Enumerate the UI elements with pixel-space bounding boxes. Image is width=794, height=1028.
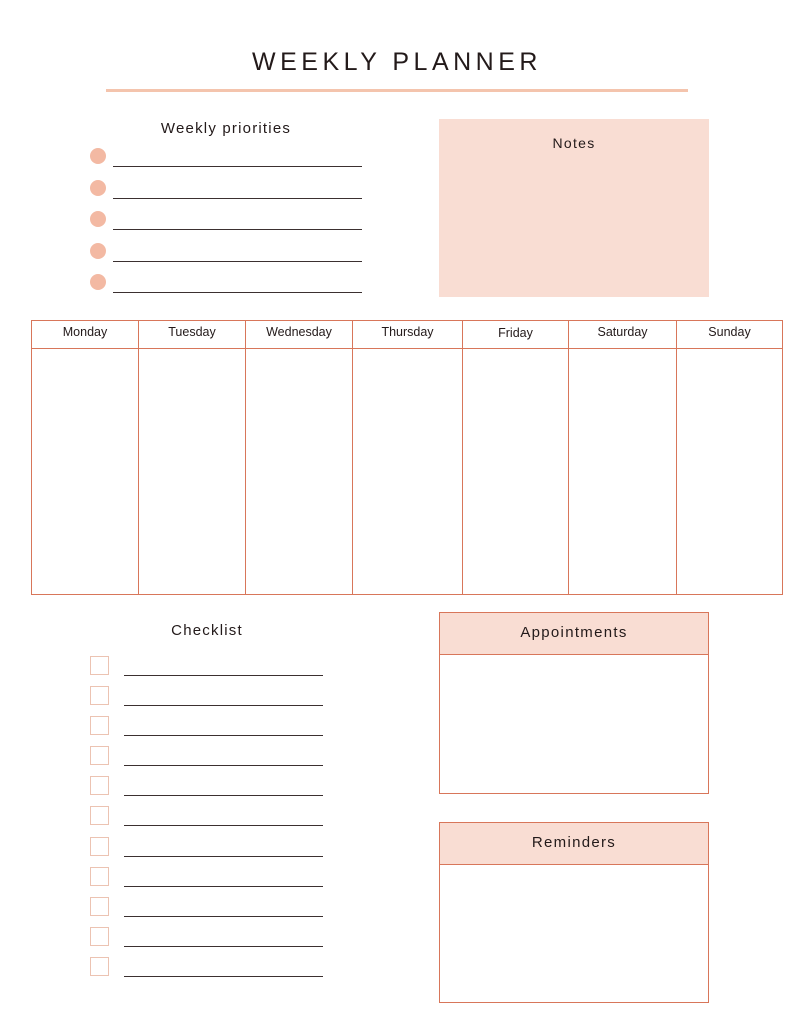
checklist-item: [89, 836, 329, 866]
checklist-line[interactable]: [124, 856, 323, 857]
day-column-sunday: [677, 321, 782, 594]
checklist-line[interactable]: [124, 735, 323, 736]
checklist-line[interactable]: [124, 825, 323, 826]
checklist-line[interactable]: [124, 976, 323, 977]
day-column-thursday: [353, 321, 463, 594]
appointments-heading: Appointments: [440, 613, 708, 655]
checkbox[interactable]: [90, 656, 109, 675]
checklist-line[interactable]: [124, 916, 323, 917]
day-column-monday: [32, 321, 139, 594]
checkbox[interactable]: [90, 927, 109, 946]
notes-heading: Notes: [552, 135, 596, 151]
day-header-saturday: Saturday: [569, 321, 676, 349]
bullet-dot-icon: [90, 274, 106, 290]
checkbox[interactable]: [90, 686, 109, 705]
day-header-monday: Monday: [32, 321, 138, 349]
checkbox[interactable]: [90, 806, 109, 825]
priority-item[interactable]: [89, 209, 364, 241]
bullet-dot-icon: [90, 243, 106, 259]
day-column-friday: [463, 321, 569, 594]
priority-line[interactable]: [113, 166, 362, 167]
checklist-line[interactable]: [124, 946, 323, 947]
checklist-heading: Checklist: [171, 622, 243, 639]
reminders-body[interactable]: [440, 865, 708, 1001]
checklist-item: [89, 866, 329, 896]
day-cell-wednesday[interactable]: [246, 349, 352, 594]
reminders-panel: [439, 822, 709, 1003]
notes-box[interactable]: [439, 119, 709, 297]
priority-item[interactable]: [89, 178, 364, 210]
day-header-tuesday: Tuesday: [139, 321, 245, 349]
day-cell-monday[interactable]: [32, 349, 138, 594]
checkbox[interactable]: [90, 776, 109, 795]
checklist-item: [89, 926, 329, 956]
checklist-item: [89, 775, 329, 805]
checklist: [89, 655, 329, 986]
day-cell-saturday[interactable]: [569, 349, 676, 594]
priority-line[interactable]: [113, 261, 362, 262]
day-column-tuesday: [139, 321, 246, 594]
day-column-wednesday: [246, 321, 353, 594]
checklist-line[interactable]: [124, 705, 323, 706]
bullet-dot-icon: [90, 180, 106, 196]
day-column-saturday: [569, 321, 677, 594]
checklist-line[interactable]: [124, 675, 323, 676]
day-header-friday: Friday: [463, 321, 568, 349]
checklist-item: [89, 655, 329, 685]
priority-line[interactable]: [113, 198, 362, 199]
appointments-panel: [439, 612, 709, 794]
day-header-sunday: Sunday: [677, 321, 782, 349]
checklist-item: [89, 805, 329, 835]
priority-line[interactable]: [113, 292, 362, 293]
checklist-item: [89, 685, 329, 715]
priority-line[interactable]: [113, 229, 362, 230]
priorities-list: [89, 146, 364, 304]
page-title: WEEKLY PLANNER: [252, 48, 542, 76]
day-header-wednesday: Wednesday: [246, 321, 352, 349]
week-table: [31, 320, 783, 595]
checkbox[interactable]: [90, 746, 109, 765]
checkbox[interactable]: [90, 867, 109, 886]
priority-item[interactable]: [89, 241, 364, 273]
checkbox[interactable]: [90, 716, 109, 735]
day-cell-sunday[interactable]: [677, 349, 782, 594]
checkbox[interactable]: [90, 837, 109, 856]
day-header-thursday: Thursday: [353, 321, 462, 349]
priorities-heading: Weekly priorities: [160, 120, 292, 137]
priority-item[interactable]: [89, 146, 364, 178]
checkbox[interactable]: [90, 897, 109, 916]
checkbox[interactable]: [90, 957, 109, 976]
priority-item[interactable]: [89, 272, 364, 304]
checklist-item: [89, 715, 329, 745]
title-divider: [106, 89, 688, 92]
day-cell-thursday[interactable]: [353, 349, 462, 594]
appointments-body[interactable]: [440, 655, 708, 792]
checklist-item: [89, 745, 329, 775]
checklist-line[interactable]: [124, 765, 323, 766]
checklist-line[interactable]: [124, 886, 323, 887]
checklist-item: [89, 956, 329, 986]
checklist-item: [89, 896, 329, 926]
bullet-dot-icon: [90, 211, 106, 227]
day-cell-tuesday[interactable]: [139, 349, 245, 594]
bullet-dot-icon: [90, 148, 106, 164]
checklist-line[interactable]: [124, 795, 323, 796]
reminders-heading: Reminders: [440, 823, 708, 865]
day-cell-friday[interactable]: [463, 349, 568, 594]
